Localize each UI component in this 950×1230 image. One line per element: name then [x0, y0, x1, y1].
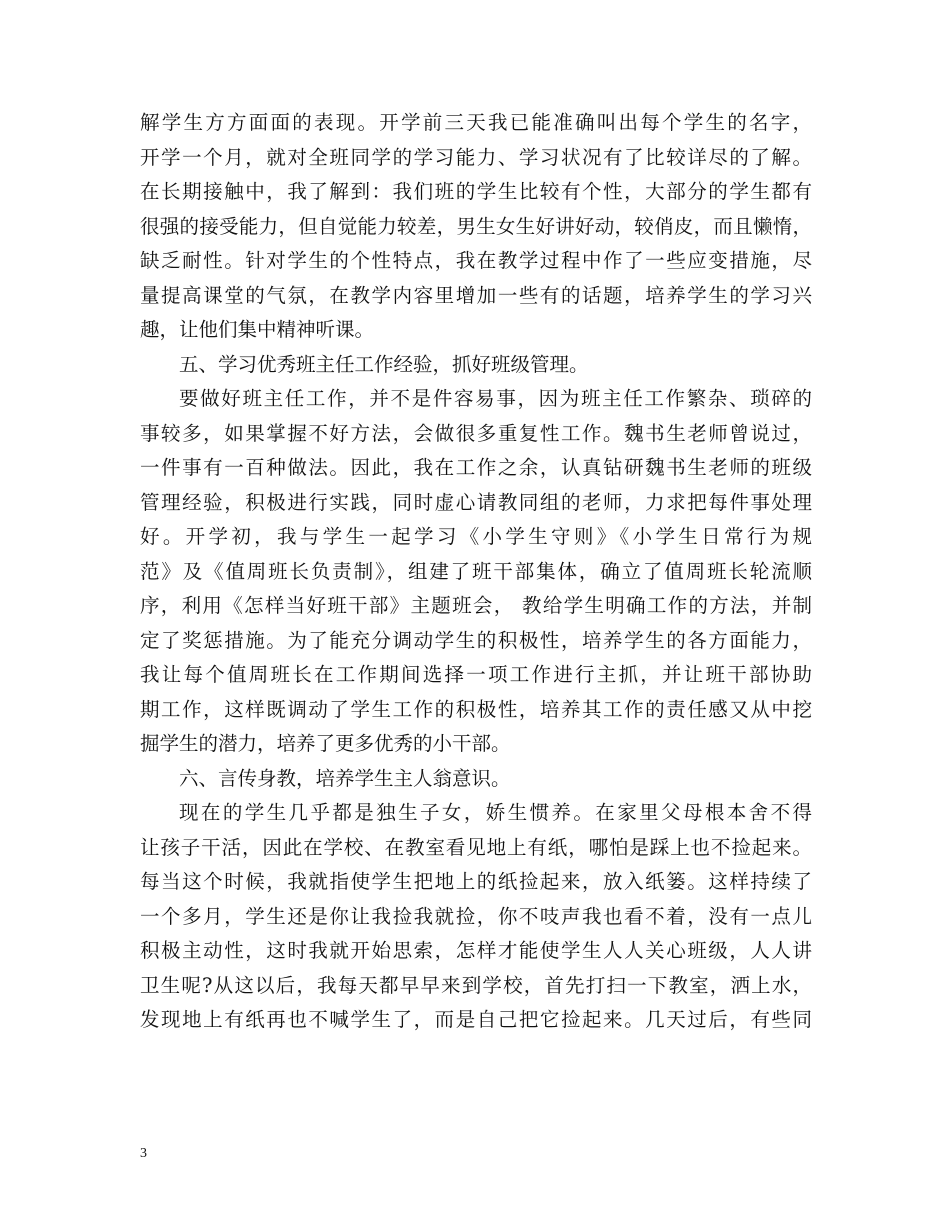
text-line: 定了奖惩措施。为了能充分调动学生的积极性，培养学生的各方面能力， [140, 628, 812, 652]
text-line: 期工作，这样既调动了学生工作的积极性，培养其工作的责任感又从中挖 [140, 697, 812, 721]
section-heading: 五、学习优秀班主任工作经验，抓好班级管理。 [179, 352, 589, 376]
text-line: 卫生呢?从这以后，我每天都早早来到学校，首先打扫一下教室，洒上水， [140, 973, 812, 997]
page-number: 3 [140, 1146, 147, 1161]
text-line: 现在的学生几乎都是独生子女，娇生惯养。在家里父母根本舍不得 [179, 801, 812, 824]
text-line: 一个多月，学生还是你让我捡我就捡，你不吱声我也看不着，没有一点儿 [140, 904, 812, 928]
body-text [140, 106, 812, 1038]
text-line: 趣，让他们集中精神听课。 [140, 318, 375, 341]
text-line: 好。开学初，我与学生一起学习《小学生守则》《小学生日常行为规 [140, 525, 812, 548]
text-line: 每当这个时候，我就指使学生把地上的纸捡起来，放入纸篓。这样持续了 [140, 870, 812, 893]
text-line: 解学生方方面面的表现。开学前三天我已能准确叫出每个学生的名字， [140, 111, 812, 134]
text-line: 开学一个月，就对全班同学的学习能力、学习状况有了比较详尽的了解。 [140, 145, 812, 169]
text-line: 范》及《值周班长负责制》，组建了班干部集体，确立了值周班长轮流顺 [140, 559, 812, 583]
text-line: 发现地上有纸再也不喊学生了，而是自己把它捡起来。几天过后，有些同 [140, 1008, 812, 1031]
text-line: 在长期接触中，我了解到：我们班的学生比较有个性，大部分的学生都有 [140, 180, 812, 203]
text-line: 我让每个值周班长在工作期间选择一项工作进行主抓，并让班干部协助 [140, 663, 812, 686]
text-line: 管理经验，积极进行实践，同时虚心请教同组的老师，力求把每件事处理 [140, 490, 812, 514]
section-heading: 六、言传身教，培养学生主人翁意识。 [179, 766, 511, 790]
text-line: 事较多，如果掌握不好方法，会做很多重复性工作。魏书生老师曾说过， [140, 421, 812, 445]
text-line: 序，利用《怎样当好班干部》主题班会， 教给学生明确工作的方法，并制 [140, 594, 812, 617]
text-line: 掘学生的潜力，培养了更多优秀的小干部。 [140, 732, 511, 755]
text-line: 让孩子干活，因此在学校、在教室看见地上有纸，哪怕是踩上也不捡起来。 [140, 835, 812, 859]
text-line: 缺乏耐性。针对学生的个性特点，我在教学过程中作了一些应变措施，尽 [140, 249, 812, 272]
text-line: 一件事有一百种做法。因此，我在工作之余，认真钻研魏书生老师的班级 [140, 456, 812, 479]
text-line: 要做好班主任工作，并不是件容易事，因为班主任工作繁杂、琐碎的 [179, 387, 812, 410]
text-line: 量提高课堂的气氛，在教学内容里增加一些有的话题，培养学生的学习兴 [140, 283, 812, 307]
text-line: 积极主动性，这时我就开始思索，怎样才能使学生人人关心班级，人人讲 [140, 939, 812, 962]
text-line: 很强的接受能力，但自觉能力较差，男生女生好讲好动，较俏皮，而且懒惰， [140, 214, 812, 238]
